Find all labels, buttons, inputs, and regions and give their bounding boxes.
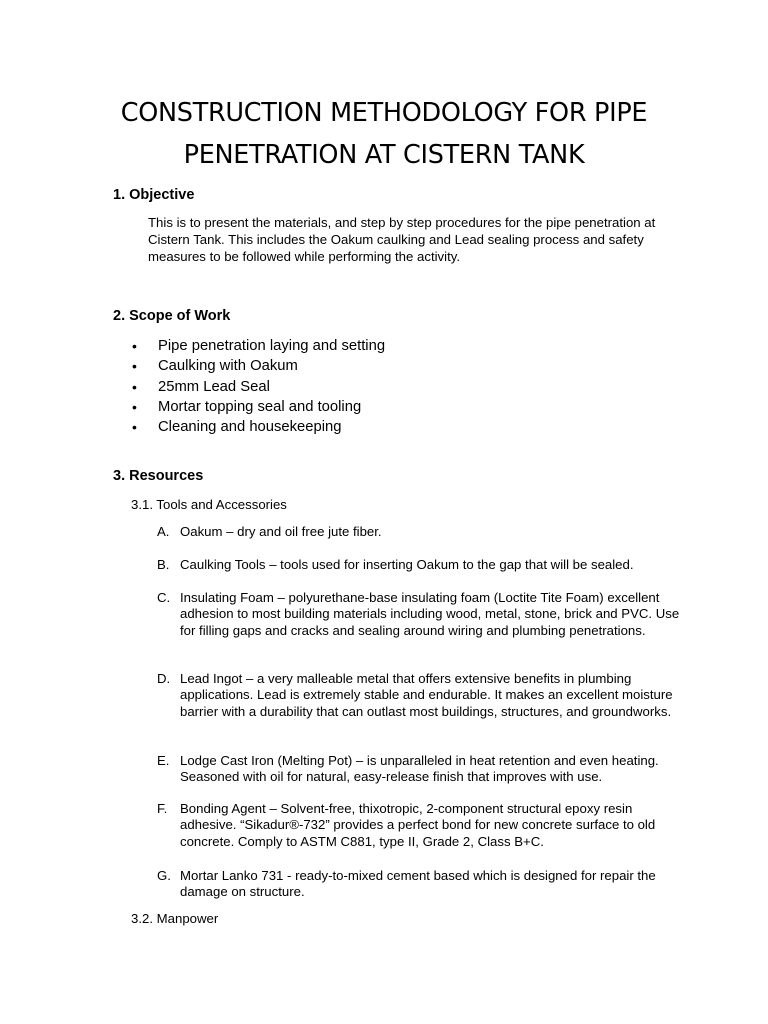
scope-heading: 2. Scope of Work [113, 308, 231, 324]
bullet-icon: • [132, 338, 137, 354]
tool-item-letter: E. [157, 753, 170, 768]
tool-item-text: Caulking Tools – tools used for inserting Oakum to the gap that will be sealed. [180, 557, 634, 572]
scope-list-item [132, 356, 385, 376]
tool-item-letter: G. [157, 868, 171, 883]
tool-item [157, 753, 687, 786]
tool-item-text: Lead Ingot – a very malleable metal that offers extensive benefits in plumbing applications. Lead is extremely stable and endurable. It makes an excellent moisture barrier with a durability that can outlast most buildings, structures, and groundworks. [180, 671, 673, 719]
tool-item-text: Mortar Lanko 731 - ready-to-mixed cement based which is designed for repair the damage on structure. [180, 868, 656, 900]
scope-list-item [132, 397, 385, 417]
scope-item-label: Caulking with Oakum [158, 358, 298, 375]
tool-item [157, 868, 687, 901]
objective-heading: 1. Objective [113, 187, 195, 203]
bullet-icon: • [132, 398, 137, 415]
tool-item [157, 524, 687, 540]
tool-item-letter: C. [157, 590, 171, 605]
bullet-icon: • [132, 419, 137, 436]
manpower-subheading: 3.2. Manpower [131, 911, 219, 926]
scope-item-label: Cleaning and housekeeping [158, 419, 342, 436]
document-title: CONSTRUCTION METHODOLOGY FOR PIPE PENETRATION AT CISTERN TANK [120, 98, 648, 170]
scope-list-item [132, 377, 385, 397]
tools-subheading: 3.1. Tools and Accessories [131, 497, 287, 512]
scope-list-item [132, 417, 385, 437]
resources-heading: 3. Resources [113, 468, 204, 484]
tool-item-letter: A. [157, 524, 170, 539]
tool-item-text: Lodge Cast Iron (Melting Pot) – is unparalleled in heat retention and even heating. Seasoned with oil for natural, easy-release finish that improves with use. [180, 753, 659, 785]
tool-item [157, 671, 687, 720]
tool-item-letter: F. [157, 801, 168, 816]
bullet-icon: • [132, 378, 137, 395]
tool-item-text: Insulating Foam – polyurethane-base insulating foam (Loctite Tite Foam) excellent adhesion to most building materials including wood, metal, stone, brick and PVC. Use for filling gaps and cracks and sealing around wiring and plumbing penetrations. [180, 590, 680, 638]
objective-body: This is to present the materials, and step by step procedures for the pipe penetration at Cistern Tank. This includes the Oakum caulking and Lead sealing process and safety measures to be followed while performing the activity. [148, 215, 656, 264]
bullet-icon: • [132, 358, 137, 375]
scope-item-label: Pipe penetration laying and setting [158, 338, 386, 354]
tool-item [157, 590, 687, 639]
scope-list [132, 336, 385, 437]
tool-item-text: Oakum – dry and oil free jute fiber. [180, 524, 382, 539]
scope-item-label: 25mm Lead Seal [158, 378, 270, 395]
scope-list-item [132, 336, 385, 356]
tool-item-letter: D. [157, 671, 171, 686]
tool-item-letter: B. [157, 557, 170, 572]
tool-item-text: Bonding Agent – Solvent-free, thixotropic, 2-component structural epoxy resin adhesive. “Sikadur®-732” provides a perfect bond for new concrete surface to old concrete. Comply to ASTM C881, type II, Grade 2, Class B+C. [180, 801, 656, 849]
tool-item [157, 801, 687, 850]
scope-item-label: Mortar topping seal and tooling [158, 398, 362, 415]
tool-item [157, 557, 687, 573]
